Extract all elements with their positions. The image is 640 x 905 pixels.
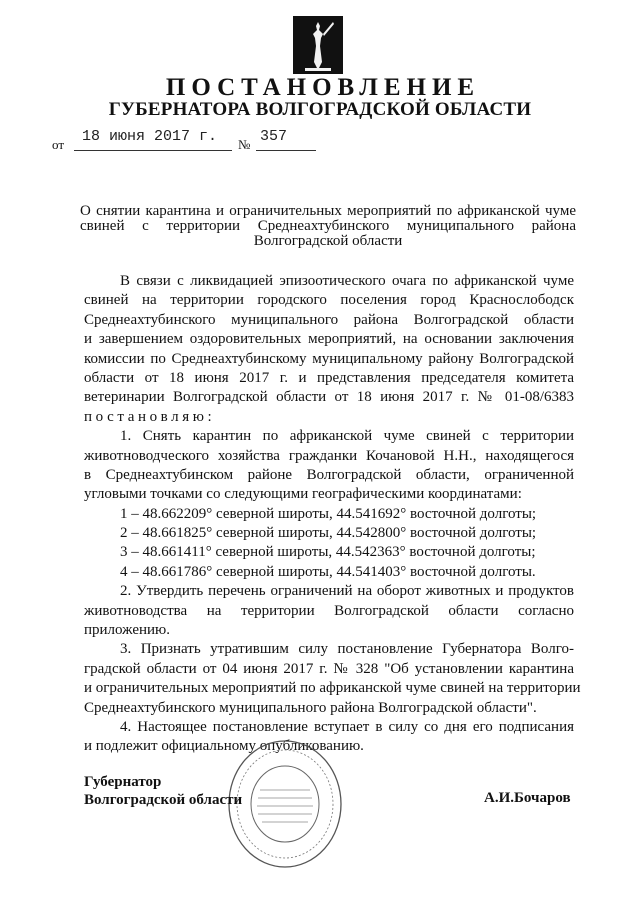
body-line: Среднеахтубинского муниципального района Волгоградской области	[84, 311, 574, 328]
document-number: 357	[260, 128, 288, 145]
body-line: комиссии по Среднеахтубинскому муниципальному району Волгоградской	[84, 350, 574, 367]
document-subject	[80, 204, 576, 249]
number-underline	[256, 150, 316, 151]
body-line: области от 18 июня 2017 г. и представления председателя комитета	[84, 369, 574, 386]
body-line: угловыми точками со следующими географическими координатами:	[84, 486, 522, 503]
body-line: свиней на территории городского поселения город Краснослободск	[84, 292, 574, 309]
body-line: приложению.	[84, 622, 171, 639]
coordinate-line: 1 – 48.662209° северной широты, 44.541692° восточной долготы;	[120, 505, 537, 522]
body-line: и ограничительных мероприятий по африканской чуме свиней на территории	[84, 680, 581, 697]
signatory-position	[84, 773, 242, 809]
coordinate-line: 3 – 48.661411° северной широты, 44.542363° восточной долготы;	[120, 544, 536, 561]
document-date: 18 июня 2017 г.	[82, 128, 218, 145]
official-seal-icon	[226, 738, 344, 870]
signatory-position-line: Волгоградской области	[84, 792, 243, 808]
body-line: 4. Настоящее постановление вступает в силу со дня его подписания	[120, 718, 574, 735]
body-line-resolve: постановляю:	[84, 408, 216, 425]
body-line: животноводства на территории Волгоградской области согласно	[84, 602, 574, 619]
date-label: от	[52, 137, 65, 152]
body-line: 3. Признать утратившим силу постановление Губернатора Волго-	[120, 641, 574, 658]
body-line: ветеринарии Волгоградской области от 18 июня 2017 г. № 01-08/6383	[84, 389, 574, 406]
coat-of-arms-icon	[293, 16, 343, 74]
body-line: и завершением оздоровительных мероприятий, на основании заключения	[84, 331, 574, 348]
body-line: В связи с ликвидацией эпизоотического очага по африканской чуме	[120, 273, 574, 289]
document-type-title: ПОСТАНОВЛЕНИЕ	[165, 74, 481, 101]
subject-line: Волгоградской области	[253, 233, 403, 249]
registration-line	[52, 128, 452, 152]
signatory-name: А.И.Бочаров	[484, 790, 571, 806]
coordinate-line: 2 – 48.661825° северной широты, 44.542800° восточной долготы;	[120, 525, 537, 542]
date-underline	[74, 150, 232, 151]
document-body	[84, 272, 581, 757]
body-line: Среднеахтубинского муниципального района Волгоградской области".	[84, 699, 537, 716]
body-line: 1. Снять карантин по африканской чуме свиней с территории	[120, 428, 574, 445]
body-line: 2. Утвердить перечень ограничений на оборот животных и продуктов	[120, 583, 574, 600]
signatory-position-line: Губернатор	[84, 774, 162, 790]
body-line: животноводческого хозяйства гражданки Кочановой Н.Н., находящегося	[84, 447, 574, 464]
subject-line: свиней с территории Среднеахтубинского муниципального района	[80, 218, 576, 234]
subject-line: О снятии карантина и ограничительных мероприятий по африканской чуме	[80, 203, 576, 219]
number-label: №	[238, 137, 251, 152]
issuer-title: ГУБЕРНАТОРА ВОЛГОГРАДСКОЙ ОБЛАСТИ	[108, 99, 532, 120]
body-line: и подлежит официальному опубликованию.	[84, 738, 364, 755]
body-line: градской области от 04 июня 2017 г. № 328 "Об установлении карантина	[84, 660, 574, 677]
body-line: в Среднеахтубинском районе Волгоградской области, ограниченной	[84, 466, 574, 483]
coordinate-line: 4 – 48.661786° северной широты, 44.541403° восточной долготы.	[120, 563, 536, 580]
